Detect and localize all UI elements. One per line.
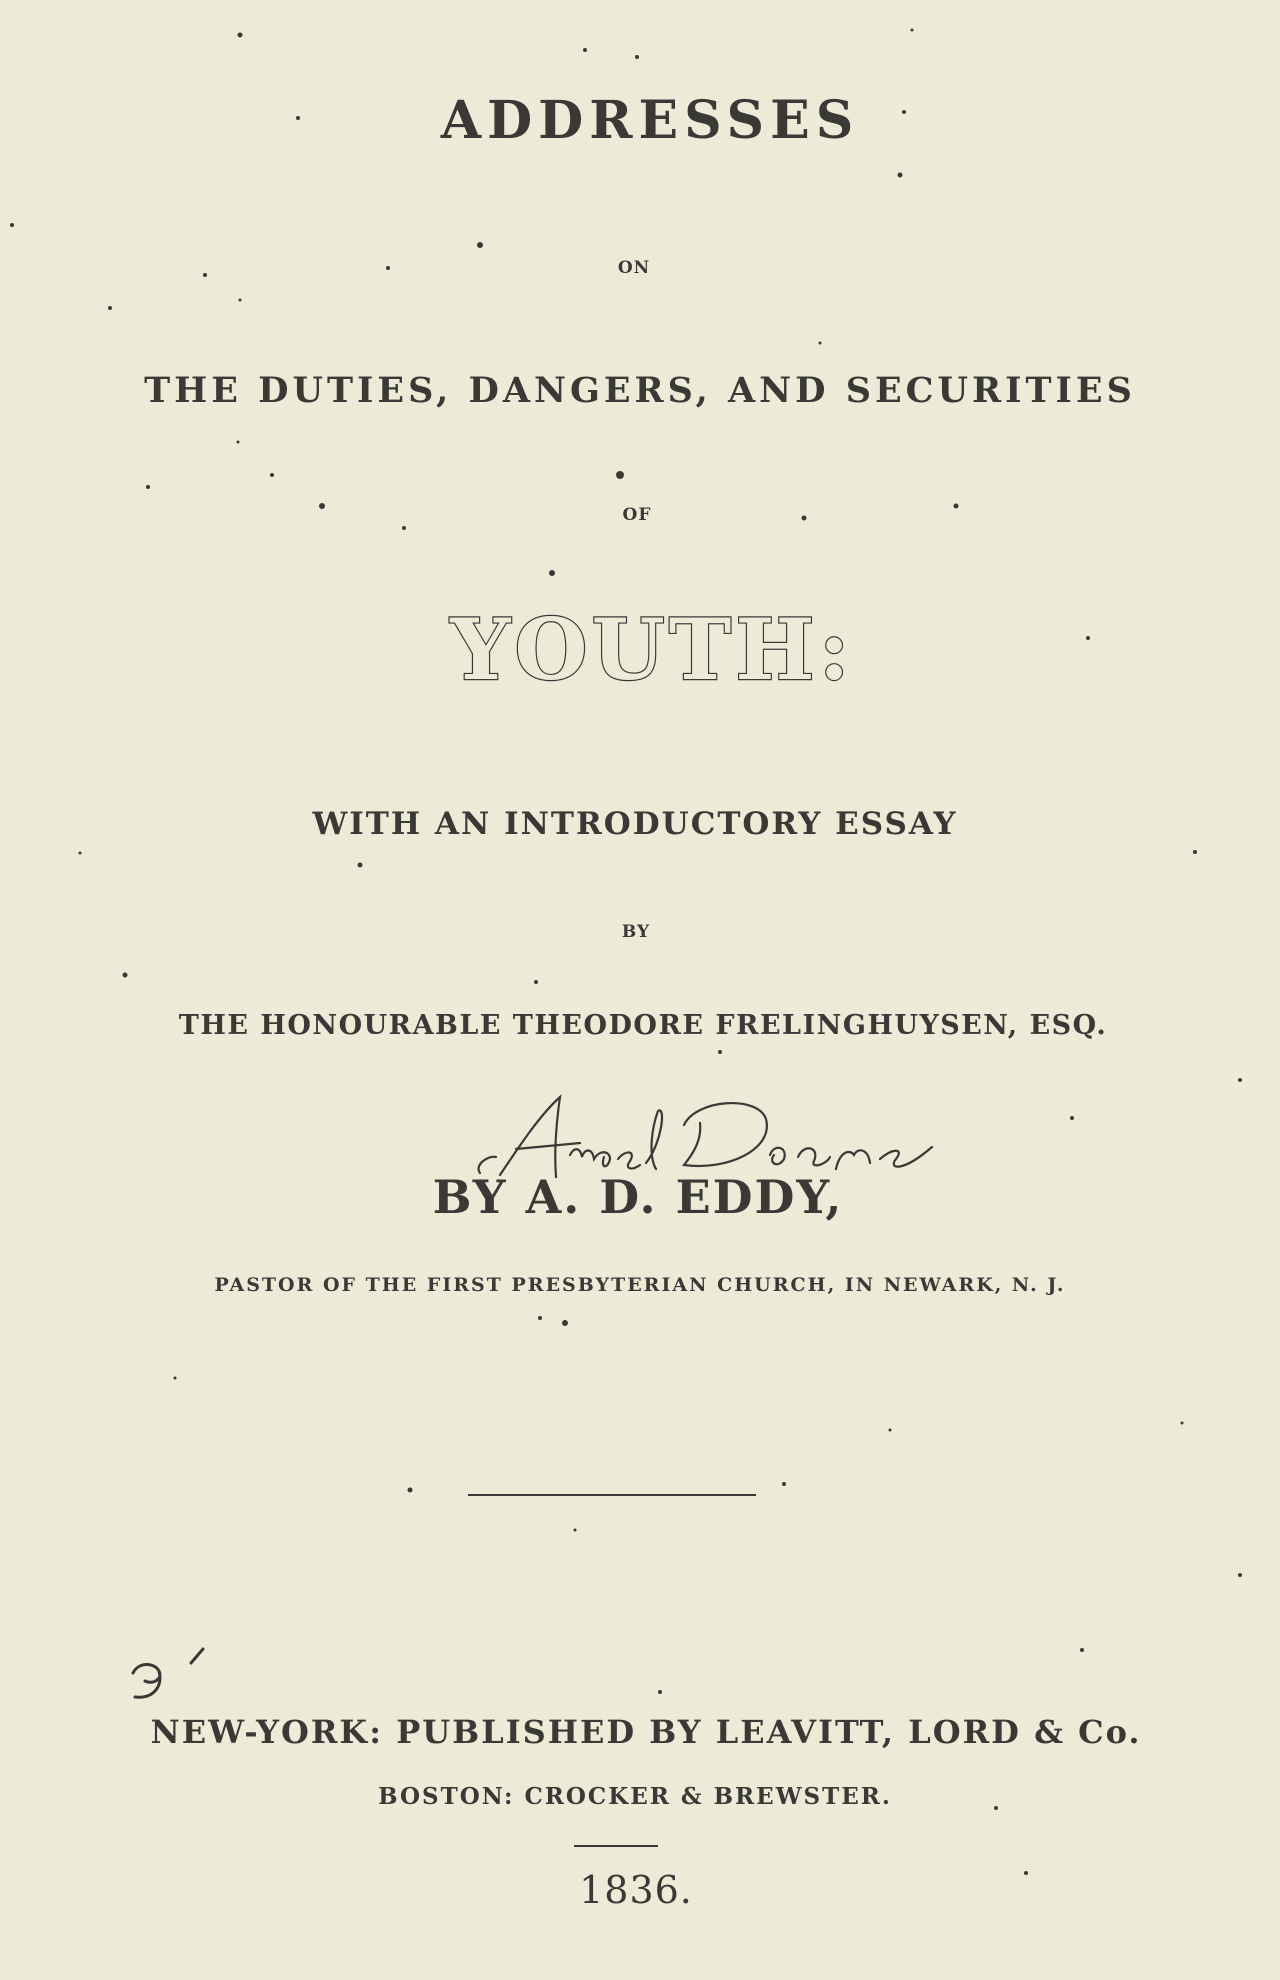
by-word: BY <box>621 922 651 942</box>
book-title: ADDRESSES <box>440 90 860 151</box>
publisher-line: NEW-YORK: PUBLISHED BY LEAVITT, LORD & Co. <box>150 1713 1142 1751</box>
youth-heading: YOUTH: <box>450 600 854 699</box>
introductory-essay-line: WITH AN INTRODUCTORY ESSAY <box>312 806 958 842</box>
subject-line: THE DUTIES, DANGERS, AND SECURITIES <box>144 370 1136 411</box>
of-word: OF <box>622 505 652 525</box>
essay-author-line: THE HONOURABLE THEODORE FRELINGHUYSEN, ESQ. <box>178 1010 1108 1041</box>
author-position-line: PASTOR OF THE FIRST PRESBYTERIAN CHURCH, IN NEWARK, N. J. <box>214 1274 1066 1296</box>
author-line: BY A. D. EDDY, <box>432 1170 844 1224</box>
boston-line: BOSTON: CROCKER & BREWSTER. <box>378 1783 892 1810</box>
publication-year: 1836. <box>579 1868 693 1912</box>
on-word: ON <box>617 258 651 278</box>
